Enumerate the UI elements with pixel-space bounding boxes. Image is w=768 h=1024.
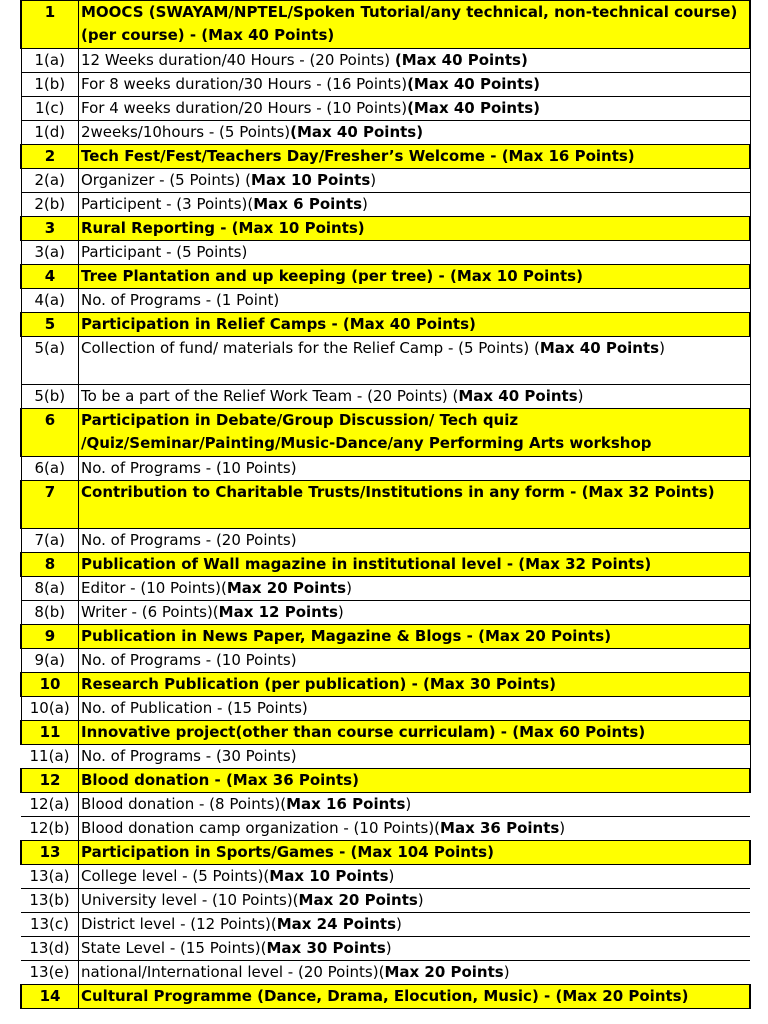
row-number: 4(a) <box>21 289 79 313</box>
item-description <box>79 121 751 145</box>
section-row <box>21 625 750 649</box>
section-title <box>79 1 751 49</box>
section-row <box>21 673 750 697</box>
text: Blood donation - (8 Points)( <box>81 795 287 813</box>
item-row <box>21 745 750 769</box>
section-title <box>79 625 751 649</box>
bold-text: Max 20 Points <box>298 891 418 909</box>
row-number: 6 <box>21 409 79 457</box>
text: No. of Programs - (30 Points) <box>81 747 297 765</box>
item-description <box>79 817 751 841</box>
row-number: 5(a) <box>21 337 79 385</box>
row-number: 1(d) <box>21 121 79 145</box>
row-number: 4 <box>21 265 79 289</box>
item-row <box>21 529 750 553</box>
bold-text: Max 12 Points <box>218 603 338 621</box>
item-row <box>21 193 750 217</box>
row-number: 13(b) <box>21 889 79 913</box>
row-number: 14 <box>21 985 79 1009</box>
bold-text: Participation in Relief Camps - (Max 40 Points) <box>81 315 476 333</box>
row-number: 5 <box>21 313 79 337</box>
bold-text: MOOCS (SWAYAM/NPTEL/Spoken Tutorial/any technical, non-technical course) (per course) - (Max 40 Points) <box>81 3 738 44</box>
row-number: 10 <box>21 673 79 697</box>
text: No. of Programs - (10 Points) <box>81 651 297 669</box>
item-description <box>79 241 751 265</box>
item-row <box>21 793 750 817</box>
bold-text: Max 36 Points <box>440 819 560 837</box>
section-title <box>79 769 751 793</box>
bold-text: Research Publication (per publication) - (Max 30 Points) <box>81 675 556 693</box>
section-title <box>79 553 751 577</box>
row-number: 11(a) <box>21 745 79 769</box>
row-number: 9(a) <box>21 649 79 673</box>
item-row <box>21 121 750 145</box>
section-title <box>79 481 751 529</box>
row-number: 12 <box>21 769 79 793</box>
item-description <box>79 793 751 817</box>
item-description <box>79 745 751 769</box>
item-row <box>21 385 750 409</box>
text: ) <box>385 939 392 957</box>
text: For 8 weeks duration/30 Hours - (16 Points) <box>81 75 408 93</box>
bold-text: Rural Reporting - (Max 10 Points) <box>81 219 365 237</box>
section-title <box>79 985 751 1009</box>
bold-text: Cultural Programme (Dance, Drama, Elocution, Music) - (Max 20 Points) <box>81 987 689 1005</box>
row-number: 1 <box>21 1 79 49</box>
text: ) <box>337 603 344 621</box>
item-description <box>79 289 751 313</box>
section-row <box>21 145 750 169</box>
text: To be a part of the Relief Work Team - (20 Points) ( <box>81 387 459 405</box>
bold-text: Max 6 Points <box>253 195 363 213</box>
text: No. of Publication - (15 Points) <box>81 699 308 717</box>
item-description <box>79 193 751 217</box>
bold-text: Max 30 Points <box>266 939 386 957</box>
section-row <box>21 553 750 577</box>
bold-text: Max 20 Points <box>384 963 504 981</box>
bold-text: Max 10 Points <box>251 171 371 189</box>
row-number: 2 <box>21 145 79 169</box>
item-row <box>21 73 750 97</box>
row-number: 12(a) <box>21 793 79 817</box>
section-title <box>79 409 751 457</box>
item-description <box>79 337 751 385</box>
bold-text: Max 10 Points <box>269 867 389 885</box>
item-row <box>21 961 750 985</box>
item-description <box>79 889 751 913</box>
row-number: 1(c) <box>21 97 79 121</box>
section-title <box>79 841 751 865</box>
item-description <box>79 649 751 673</box>
text: 12 Weeks duration/40 Hours - (20 Points) <box>81 51 395 69</box>
bold-text: (Max 40 Points) <box>394 51 528 69</box>
text: Collection of fund/ materials for the Relief Camp - (5 Points) ( <box>81 339 540 357</box>
bold-text: Max 40 Points <box>539 339 660 357</box>
row-number: 5(b) <box>21 385 79 409</box>
row-number: 8(a) <box>21 577 79 601</box>
section-title <box>79 721 751 745</box>
bold-text: Max 16 Points <box>286 795 406 813</box>
text: For 4 weeks duration/20 Hours - (10 Points) <box>81 99 408 117</box>
bold-text: Participation in Debate/Group Discussion/ Tech quiz /Quiz/Seminar/Painting/Music-Dance/any Performing Arts workshop <box>81 411 652 452</box>
text: ) <box>559 819 566 837</box>
item-row <box>21 289 750 313</box>
text: No. of Programs - (1 Point) <box>81 291 280 309</box>
text: Organizer - (5 Points) ( <box>81 171 252 189</box>
text: Writer - (6 Points)( <box>81 603 219 621</box>
item-row <box>21 97 750 121</box>
section-title <box>79 313 751 337</box>
bold-text: Publication of Wall magazine in institutional level - (Max 32 Points) <box>81 555 652 573</box>
bold-text: Participation in Sports/Games - (Max 104 Points) <box>81 843 494 861</box>
section-title <box>79 673 751 697</box>
item-row <box>21 913 750 937</box>
item-row <box>21 937 750 961</box>
item-description <box>79 529 751 553</box>
text: ) <box>370 171 377 189</box>
section-row <box>21 217 750 241</box>
text: ) <box>362 195 368 213</box>
text: ) <box>388 867 395 885</box>
item-description <box>79 601 751 625</box>
text: national/International level - (20 Points)( <box>81 963 385 981</box>
text: ) <box>659 339 665 357</box>
bold-text: (Max 40 Points) <box>290 123 424 141</box>
row-number: 12(b) <box>21 817 79 841</box>
text: State Level - (15 Points)( <box>81 939 267 957</box>
bold-text: Max 40 Points <box>458 387 578 405</box>
text: College level - (5 Points)( <box>81 867 270 885</box>
text: Participent - (3 Points)( <box>81 195 254 213</box>
row-number: 2(a) <box>21 169 79 193</box>
item-description <box>79 865 751 889</box>
row-number: 13(c) <box>21 913 79 937</box>
item-row <box>21 49 750 73</box>
text: District level - (12 Points)( <box>81 915 277 933</box>
bold-text: Contribution to Charitable Trusts/Institutions in any form - (Max 32 Points) <box>81 483 715 501</box>
item-row <box>21 697 750 721</box>
row-number: 2(b) <box>21 193 79 217</box>
section-row <box>21 841 750 865</box>
row-number: 13 <box>21 841 79 865</box>
item-description <box>79 73 751 97</box>
row-number: 13(a) <box>21 865 79 889</box>
row-number: 7(a) <box>21 529 79 553</box>
text: ) <box>417 891 424 909</box>
row-number: 7 <box>21 481 79 529</box>
text: ) <box>405 795 412 813</box>
bold-text: Max 24 Points <box>276 915 396 933</box>
row-number: 13(e) <box>21 961 79 985</box>
text: Participant - (5 Points) <box>81 243 248 261</box>
section-row <box>21 481 750 529</box>
bold-text: (Max 40 Points) <box>407 99 541 117</box>
row-number: 8 <box>21 553 79 577</box>
points-table-body <box>21 1 750 1009</box>
item-row <box>21 601 750 625</box>
text: ) <box>577 387 584 405</box>
text: ) <box>503 963 510 981</box>
section-row <box>21 769 750 793</box>
item-description <box>79 961 751 985</box>
row-number: 1(a) <box>21 49 79 73</box>
section-row <box>21 985 750 1009</box>
item-description <box>79 97 751 121</box>
bold-text: Innovative project(other than course curriculam) - (Max 60 Points) <box>81 723 646 741</box>
section-row <box>21 1 750 49</box>
item-row <box>21 889 750 913</box>
item-row <box>21 337 750 385</box>
row-number: 10(a) <box>21 697 79 721</box>
row-number: 9 <box>21 625 79 649</box>
item-row <box>21 457 750 481</box>
text: No. of Programs - (10 Points) <box>81 459 297 477</box>
section-row <box>21 409 750 457</box>
bold-text: Tree Plantation and up keeping (per tree) - (Max 10 Points) <box>81 267 583 285</box>
text: ) <box>346 579 352 597</box>
section-title <box>79 265 751 289</box>
bold-text: (Max 40 Points) <box>407 75 541 93</box>
item-description <box>79 49 751 73</box>
row-number: 6(a) <box>21 457 79 481</box>
item-row <box>21 817 750 841</box>
item-row <box>21 865 750 889</box>
section-row <box>21 313 750 337</box>
bold-text: Blood donation - (Max 36 Points) <box>81 771 359 789</box>
item-description <box>79 577 751 601</box>
text: 2weeks/10hours - (5 Points) <box>81 123 291 141</box>
item-description <box>79 457 751 481</box>
bold-text: Publication in News Paper, Magazine & Blogs - (Max 20 Points) <box>81 627 612 645</box>
item-row <box>21 577 750 601</box>
section-title <box>79 217 751 241</box>
row-number: 11 <box>21 721 79 745</box>
item-row <box>21 649 750 673</box>
item-description <box>79 937 751 961</box>
item-description <box>79 913 751 937</box>
item-description <box>79 385 751 409</box>
item-description <box>79 697 751 721</box>
section-title <box>79 145 751 169</box>
item-description <box>79 169 751 193</box>
bold-text: Tech Fest/Fest/Teachers Day/Fresher’s Welcome - (Max 16 Points) <box>81 147 635 165</box>
bold-text: Max 20 Points <box>226 579 347 597</box>
text: ) <box>396 915 402 933</box>
item-row <box>21 241 750 265</box>
text: No. of Programs - (20 Points) <box>81 531 297 549</box>
section-row <box>21 721 750 745</box>
section-row <box>21 265 750 289</box>
text: Blood donation camp organization - (10 Points)( <box>81 819 441 837</box>
row-number: 13(d) <box>21 937 79 961</box>
points-table <box>20 0 751 1009</box>
row-number: 8(b) <box>21 601 79 625</box>
text: Editor - (10 Points)( <box>81 579 227 597</box>
row-number: 1(b) <box>21 73 79 97</box>
row-number: 3 <box>21 217 79 241</box>
text: University level - (10 Points)( <box>81 891 299 909</box>
row-number: 3(a) <box>21 241 79 265</box>
item-row <box>21 169 750 193</box>
